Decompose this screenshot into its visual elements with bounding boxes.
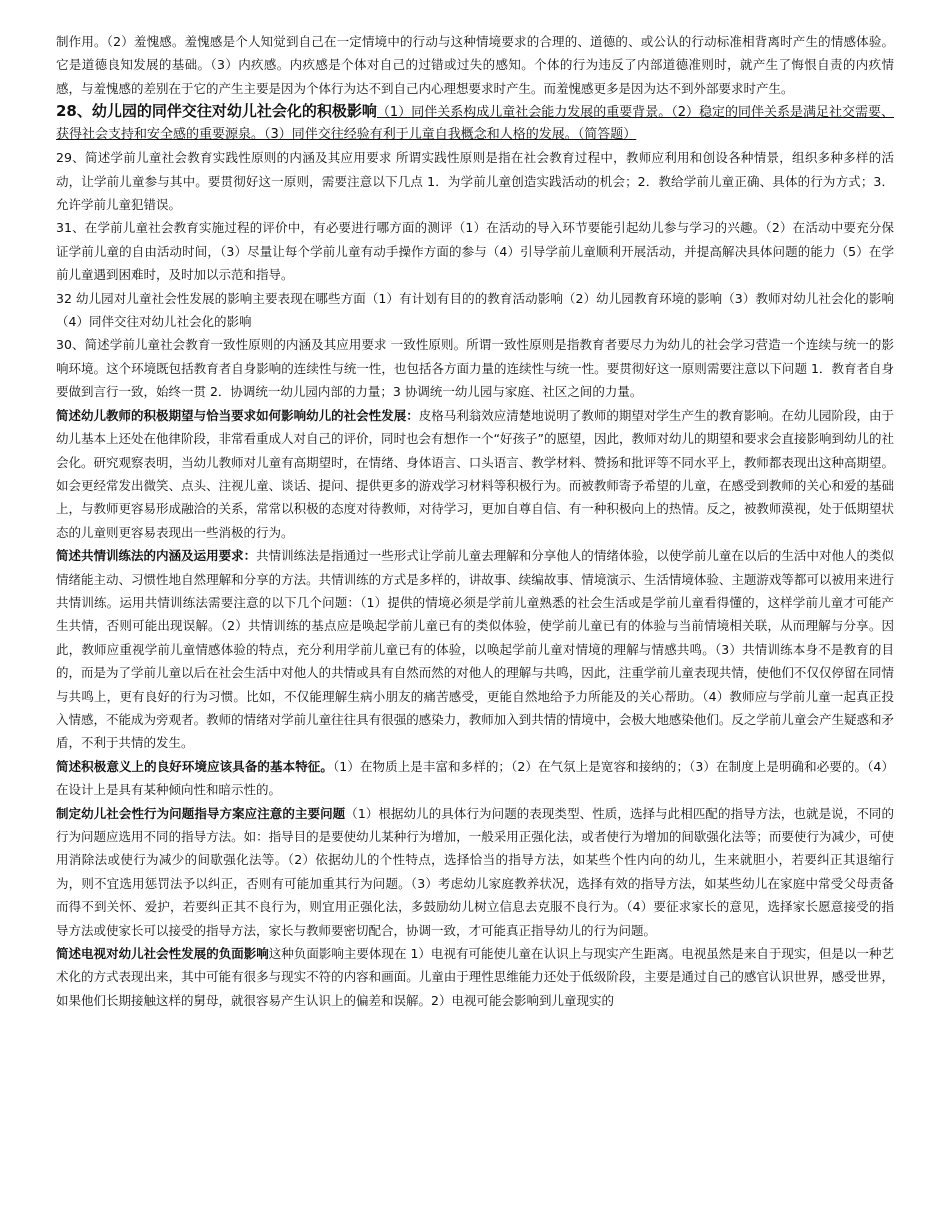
question-title: 简述幼儿教师的积极期望与恰当要求如何影响幼儿的社会性发展： xyxy=(56,407,419,423)
paragraph-text: 32 幼儿园对儿童社会性发展的影响主要表现在哪些方面（1）有计划有目的的教育活动影响（2）幼儿园教育环境的影响（3）教师对幼儿社会化的影响（4）同伴交往对幼儿社会化的影响 xyxy=(56,290,894,330)
question-answer: 这种负面影响主要体现在 1）电视有可能使儿童在认识上与现实产生距离。电视虽然是来自于现实，但是以一种艺术化的方式表现出来，其中可能有很多与现实不符的内容和画面。儿童由于理性思维能力还处于低级阶段，主要是通过自己的感官认识世界，感受世界，如果他们长期接触这样的舅母，就很容易产生认识上的偏差和误解。2）电视可能会影响到儿童现实的 xyxy=(56,946,894,1008)
question-title: 简述积极意义上的良好环境应该具备的基本特征。 xyxy=(56,758,333,774)
paragraph-text: 31、在学前儿童社会教育实施过程的评价中，有必要进行哪方面的测评（1）在活动的导入环节要能引起幼儿参与学习的兴趣。（2）在活动中要充分保证学前儿童的自由活动时间，（3）尽量让每个学前儿童有动手操作方面的参与（4）引导学前儿童顺利开展活动，并提高解决具体问题的能力（5）在学前儿童遇到困难时，及时加以示范和指导。 xyxy=(56,220,894,283)
paragraph-text: 制作用。（2）羞愧感。羞愧感是个人知觉到自己在一定情境中的行动与这种情境要求的合理的、道德的、或公认的行动标准相背离时产生的情感体验。它是道德良知发展的基础。（3）内疚感。内疚感是个体对自己的过错或过失的感知。个体的行为违反了内部道德准则时，就产生了悔恨自责的内疚情感，与羞愧感的差别在于它的产生主要是因为个体行为达不到自己内心理想要求时产生。而羞愧感更多是因为达不到外部要求时产生。 xyxy=(56,34,894,96)
question-32 xyxy=(56,287,894,334)
paragraph-shame-guilt xyxy=(56,30,894,100)
question-29 xyxy=(56,146,894,216)
question-number: 28、 xyxy=(56,102,92,121)
question-good-environment xyxy=(56,755,894,802)
question-30 xyxy=(56,333,894,403)
question-behavior-guidance xyxy=(56,802,894,942)
question-answer: （1）同伴关系构成儿童社会能力发展的重要背景。（2）稳定的同伴关系是满足社交需要、获得社会支持和安全感的重要源泉。（3）同伴交往经验有利于儿童自我概念和人格的发展。（简答题） xyxy=(56,105,895,143)
paragraph-text: 29、简述学前儿童社会教育实践性原则的内涵及其应用要求 所谓实践性原则是指在社会教育过程中，教师应利用和创设各种情景，组织多种多样的活动，让学前儿童参与其中。要贯彻好这一原则，需要注意以下几点 1．为学前儿童创造实践活动的机会；2．教给学前儿童正确、具体的行为方式；3．允许学前儿童犯错误。 xyxy=(56,150,894,213)
question-28 xyxy=(56,100,894,146)
question-title: 幼儿园的同伴交往对幼儿社会化的积极影响 xyxy=(91,102,377,121)
question-answer: 皮格马利翁效应清楚地说明了教师的期望对学生产生的教育影响。在幼儿园阶段，由于幼儿基本上还处在他律阶段，非常看重成人对自己的评价，同时也会有想作一个“好孩子”的愿望，因此，教师对幼儿的期望和要求会直接影响到幼儿的社会化。研究观察表明，当幼儿教师对儿童有高期望时，在情绪、身体语言、口头语言、教学材料、赞扬和批评等不同水平上，教师都表现出这种高期望。如会更经常发出微笑、点头、注视儿童、谈话、提问、提供更多的游戏学习材料等积极行为。而被教师寄予希望的儿童，在感受到教师的关心和爱的基础上，与教师更容易形成融洽的关系，常常以积极的态度对待教师，对待学习，更加自尊自信、有一种积极向上的热情。反之，被教师漠视，处于低期望状态的儿童则更容易表现出一些消极的行为。 xyxy=(56,407,894,540)
question-answer: （1）根据幼儿的具体行为问题的表现类型、性质，选择与此相匹配的指导方法，也就是说，不同的行为问题应选用不同的指导方法。如：指导目的是要使幼儿某种行为增加，一般采用正强化法，或者使行为增加的间歇强化法等；而要使行为减少，可使用消除法或使行为减少的间歇强化法等。（2）依据幼儿的个性特点，选择恰当的指导方法，如某些个性内向的幼儿，生来就胆小，若要纠正其退缩行为，则不宜选用惩罚法予以纠正，否则有可能加重其行为问题。（3）考虑幼儿家庭教养状况，选择有效的指导方法，如某些幼儿在家庭中常受父母责备而得不到关怀、爱护，若要纠正其不良行为，则宜用正强化法，多鼓励幼儿树立信息去克服不良行为。（4）要征求家长的意见，选择家长愿意接受的指导方法或使家长可以接受的指导方法，家长与教师要密切配合，协调一致，才可能真正指导幼儿的行为问题。 xyxy=(56,805,894,938)
question-tv-influence xyxy=(56,942,894,1012)
question-31 xyxy=(56,216,894,286)
paragraph-text: 30、简述学前儿童社会教育一致性原则的内涵及其应用要求 一致性原则。所谓一致性原则是指教育者要尽力为幼儿的社会学习营造一个连续与统一的影响环境。这个环境既包括教育者自身影响的连续性与统一性，也包括各方面力量的连续性与统一性。要贯彻好这一原则需要注意以下问题 1．教育者自身要做到言行一致，始终一贯 2．协调统一幼儿园内部的力量；3 协调统一幼儿园与家庭、社区之间的力量。 xyxy=(56,337,894,400)
question-title: 简述共情训练法的内涵及运用要求： xyxy=(56,548,257,564)
question-answer: 共情训练法是指通过一些形式让学前儿童去理解和分享他人的情绪体验，以使学前儿童在以后的生活中对他人的类似情绪能主动、习惯性地自然理解和分享的方法。共情训练的方式是多样的，讲故事、续编故事、情境演示、生活情境体验、主题游戏等都可以被用来进行共情训练。运用共情训练法需要注意的以下几个问题：（1）提供的情境必须是学前儿童熟悉的社会生活或是学前儿童看得懂的，这样学前儿童才可能产生共情，否则可能出现误解。（2）共情训练的基点应是唤起学前儿童已有的类似体验，使学前儿童已有的体验与当前情境相关联，从而理解与分享。因此，教师应重视学前儿童情感体验的特点，充分利用学前儿童已有的体验，以唤起学前儿童对情境的理解与情感共鸣。（3）共情训练本身不是教育的目的，而是为了学前儿童以后在社会生活中对他人的共情或具有自然而然的对他人的理解与共鸣，因此，注重学前儿童表现共情，使他们不仅仅停留在同情与共鸣上，更有良好的行为习惯。比如，不仅能理解生病小朋友的痛苦感受，更能自然地给予力所能及的关心帮助。（4）教师应与学前儿童一起真正投入情感，不能成为旁观者。教师的情绪对学前儿童往往具有很强的感染力，教师加入到共情的情境中，会极大地感染他们。反之学前儿童会产生疑惑和矛盾，不利于共情的发生。 xyxy=(56,548,894,751)
question-empathy-training xyxy=(56,544,894,755)
question-title: 制定幼儿社会性行为问题指导方案应注意的主要问题 xyxy=(56,805,346,821)
question-answer: （1）在物质上是丰富和多样的；（2）在气氛上是宽容和接纳的；（3）在制度上是明确和必要的。（4）在设计上是具有某种倾向性和暗示性的。 xyxy=(56,758,894,798)
question-teacher-expectation xyxy=(56,404,894,544)
question-title: 简述电视对幼儿社会性发展的负面影响 xyxy=(56,946,269,962)
